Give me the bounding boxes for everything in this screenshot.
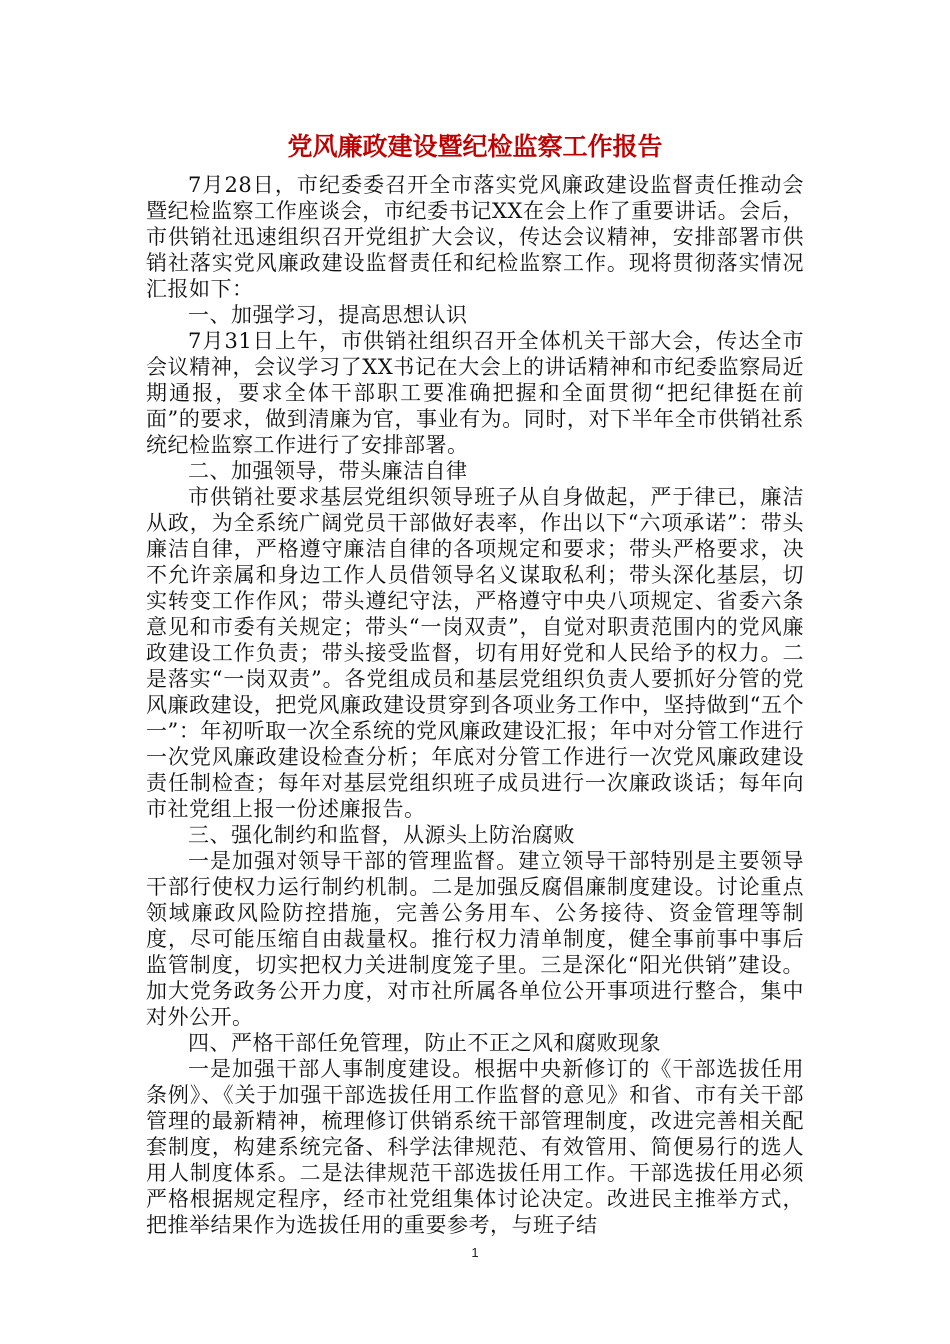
section-2-heading: 二、加强领导，带头廉洁自律 (188, 459, 468, 483)
page-number: 1 (471, 1245, 479, 1260)
intro-paragraph: 7月28日，市纪委委召开全市落实党风廉政建设监督责任推动会暨纪检监察工作座谈会，市纪委书记XX在会上作了重要讲话。会后，市供销社迅速组织召开党组扩大会议，传达会议精神，安排部署市供销社落实党风廉政建设监督责任和纪检监察工作。现将贯彻落实情况汇报如下： (146, 173, 804, 301)
document-title: 党风廉政建设暨纪检监察工作报告 (287, 132, 663, 161)
section-4-body: 一是加强干部人事制度建设。根据中央新修订的《干部选拔任用条例》、《关于加强干部选拔任用工作监督的意见》和省、市有关干部管理的最新精神，梳理修订供销系统干部管理制度，改进完善相关配套制度，构建系统完备、科学法律规范、有效管用、简便易行的选人用人制度体系。二是法律规范干部选拔任用工作。干部选拔任用必须严格根据规定程序，经市社党组集体讨论决定。改进民主推举方式，把推举结果作为选拔任用的重要参考，与班子结 (146, 1057, 804, 1237)
section-2-body: 市供销社要求基层党组织领导班子从自身做起，严于律已，廉洁从政，为全系统广阔党员干部做好表率，作出以下“六项承诺”：带头廉洁自律，严格遵守廉洁自律的各项规定和要求；带头严格要求，决不允许亲属和身边工作人员借领导名义谋取私利；带头深化基层，切实转变工作作风；带头遵纪守法，严格遵守中央八项规定、省委六条意见和市委有关规定；带头“一岗双责”，自觉对职责范围内的党风廉政建设工作负责；带头接受监督，切有用好党和人民给予的权力。二是落实“一岗双责”。各党组成员和基层党组织负责人要抓好分管的党风廉政建设，把党风廉政建设贯穿到各项业务工作中，坚持做到“五个一”：年初听取一次全系统的党风廉政建设汇报；年中对分管工作进行一次党风廉政建设检查分析；年底对分管工作进行一次党风廉政建设责任制检查；每年对基层党组织班子成员进行一次廉政谈话；每年向市社党组上报一份述廉报告。 (146, 485, 804, 821)
section-4-heading: 四、严格干部任免管理，防止不正之风和腐败现象 (188, 1031, 661, 1055)
document-body (146, 172, 804, 1238)
section-3-heading: 三、强化制约和监督，从源头上防治腐败 (188, 823, 575, 847)
section-1-heading: 一、加强学习，提高思想认识 (188, 303, 468, 327)
section-1-body: 7月31日上午，市供销社组织召开全体机关干部大会，传达全市会议精神，会议学习了XX书记在大会上的讲话精神和市纪委监察局近期通报，要求全体干部职工要准确把握和全面贯彻“把纪律挺在前面”的要求，做到清廉为官，事业有为。同时，对下半年全市供销社系统纪检监察工作进行了安排部署。 (146, 329, 804, 457)
section-3-body: 一是加强对领导干部的管理监督。建立领导干部特别是主要领导干部行使权力运行制约机制。二是加强反腐倡廉制度建设。讨论重点领域廉政风险防控措施，完善公务用车、公务接待、资金管理等制度，尽可能压缩自由裁量权。推行权力清单制度，健全事前事中事后监管制度，切实把权力关进制度笼子里。三是深化“阳光供销”建设。加大党务政务公开力度，对市社所属各单位公开事项进行整合，集中对外公开。 (146, 849, 804, 1029)
